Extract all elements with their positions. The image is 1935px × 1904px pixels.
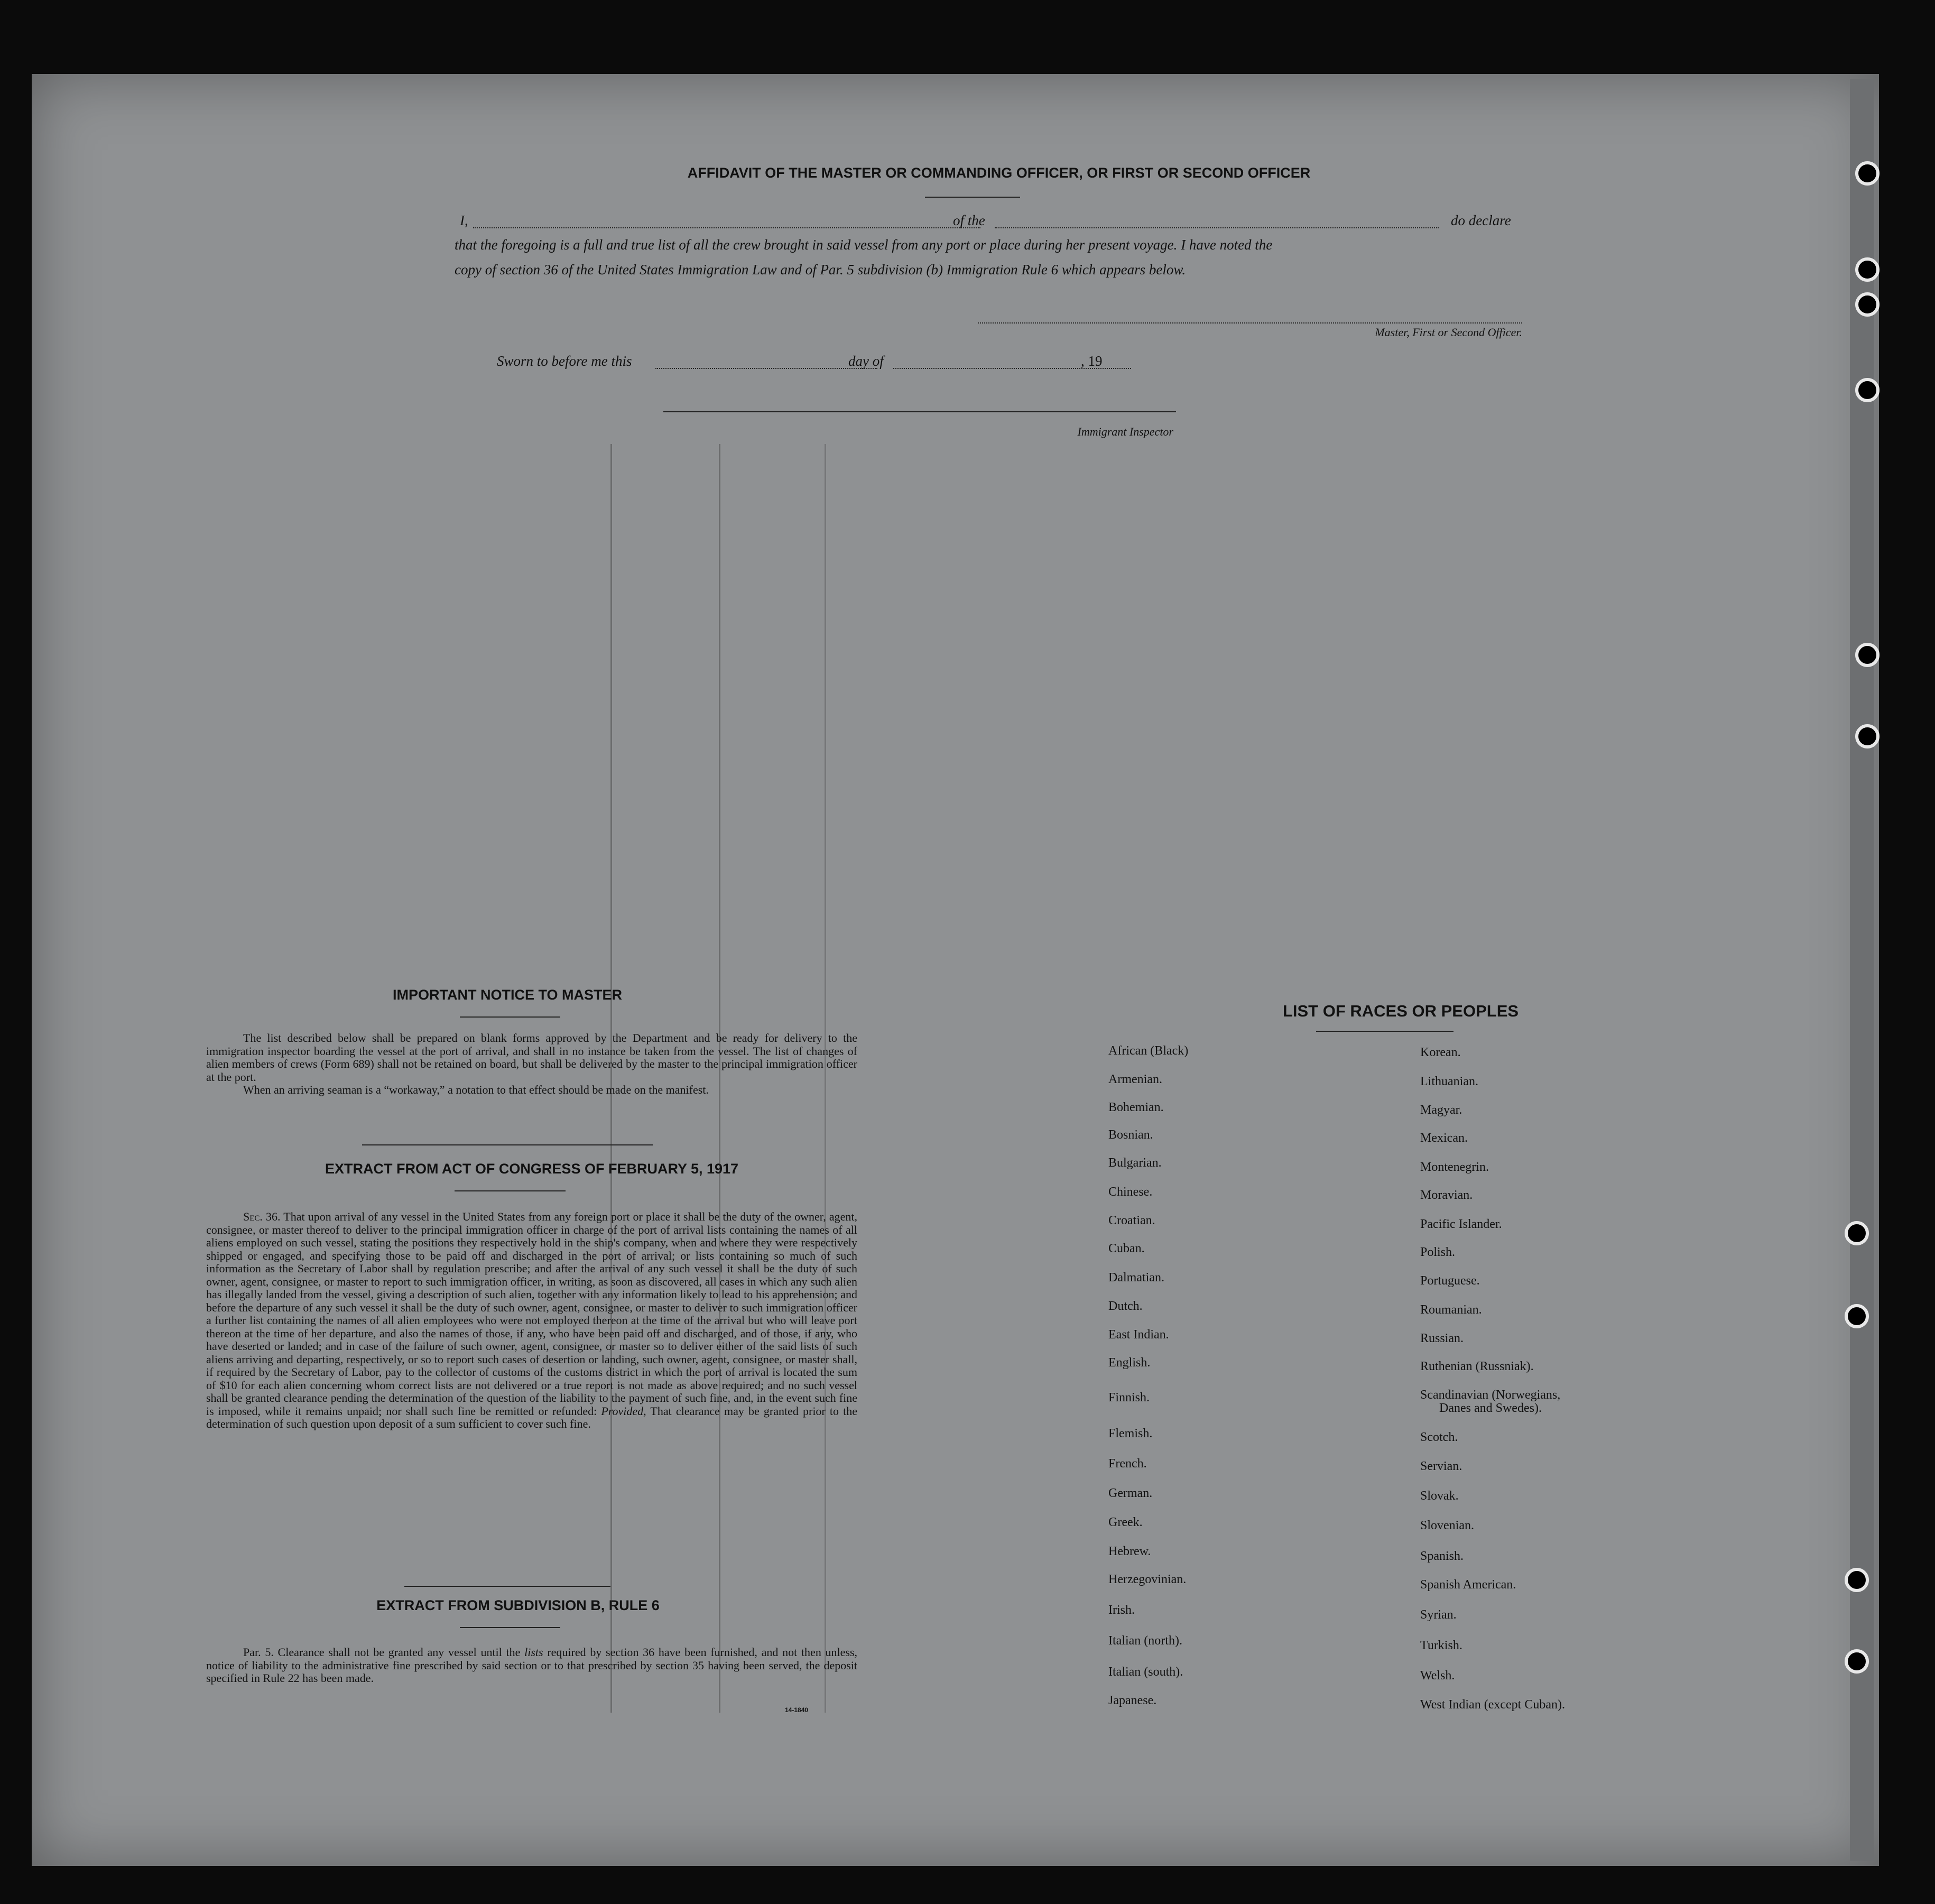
binder-hole-5 xyxy=(1855,643,1880,667)
bleed-column-line-1 xyxy=(610,444,612,1713)
notice-paragraph-1: The list described below shall be prepared on blank forms approved by the Department and be ready for delivery to the immigration inspector boarding the vessel at the port of arrival, and shall in no instance be taken from the vessel. The list of changes of alien members of crews (Form 689) shall not be retained on board, but shall be delivered by the master to the principal immigration officer at the port. xyxy=(206,1031,857,1084)
bleed-column-line-3 xyxy=(825,444,826,1713)
manifest-page xyxy=(32,74,1879,1866)
affidavit-title: AFFIDAVIT OF THE MASTER OR COMMANDING OFFICER, OR FIRST OR SECOND OFFICER xyxy=(687,165,1311,181)
page-edge xyxy=(1850,79,1874,1861)
rule-title: EXTRACT FROM SUBDIVISION B, RULE 6 xyxy=(376,1597,660,1613)
race-left-18: Herzegovinian. xyxy=(1108,1573,1187,1586)
race-right-7: Polish. xyxy=(1420,1245,1456,1259)
act-text xyxy=(206,1210,857,1431)
race-right-11: Ruthenian (Russniak). xyxy=(1420,1360,1534,1373)
act-title-rule xyxy=(455,1190,566,1191)
races-title: LIST OF RACES OR PEOPLES xyxy=(1282,1002,1519,1020)
sworn-day-line xyxy=(655,368,877,369)
act-provided-label: Provided, xyxy=(601,1404,646,1418)
act-body-end: That clearance may be granted prior to the determination of such question upon deposit of a sum sufficient to cover such fine. xyxy=(206,1404,857,1430)
race-right-23: West Indian (except Cuban). xyxy=(1420,1698,1565,1712)
inspector-label: Immigrant Inspector xyxy=(1077,425,1173,438)
notice-title: IMPORTANT NOTICE TO MASTER xyxy=(393,987,622,1003)
rule-title-rule xyxy=(460,1627,560,1628)
binder-hole-2 xyxy=(1855,257,1880,282)
races-title-rule xyxy=(1316,1031,1453,1032)
rule-body-a: Par. 5. Clearance shall not be granted any vessel until the xyxy=(243,1646,521,1659)
race-left-14: French. xyxy=(1108,1457,1147,1471)
binder-hole-3 xyxy=(1855,292,1880,317)
race-right-2: Magyar. xyxy=(1420,1103,1462,1117)
binder-hole-7 xyxy=(1845,1221,1869,1245)
rule-lists-word: lists xyxy=(524,1646,543,1659)
race-left-1: Armenian. xyxy=(1108,1073,1162,1086)
affidavit-declare-label: do declare xyxy=(1451,212,1511,228)
race-right-1: Lithuanian. xyxy=(1420,1075,1478,1088)
affidavit-line-3: copy of section 36 of the United States Immigration Law and of Par. 5 subdivision (b) Immigration Rule 6 which appears below. xyxy=(455,262,1186,278)
race-left-13: Flemish. xyxy=(1108,1427,1153,1440)
race-left-0: African (Black) xyxy=(1108,1044,1189,1058)
race-right-20: Syrian. xyxy=(1420,1608,1457,1622)
race-right-14: Scotch. xyxy=(1420,1430,1458,1444)
race-left-21: Italian (south). xyxy=(1108,1665,1183,1679)
inspector-signature-line xyxy=(663,411,1176,412)
year-label: , 19 xyxy=(1081,353,1103,369)
affidavit-name-line xyxy=(473,227,980,228)
race-left-4: Bulgarian. xyxy=(1108,1156,1162,1170)
race-right-16: Slovak. xyxy=(1420,1489,1459,1503)
race-right-13: Danes and Swedes). xyxy=(1439,1401,1542,1415)
race-right-21: Turkish. xyxy=(1420,1639,1462,1652)
race-right-5: Moravian. xyxy=(1420,1188,1473,1202)
race-right-19: Spanish American. xyxy=(1420,1578,1516,1592)
race-right-22: Welsh. xyxy=(1420,1669,1455,1683)
race-left-22: Japanese. xyxy=(1108,1694,1157,1707)
rule-text xyxy=(206,1646,857,1685)
bleed-column-line-2 xyxy=(719,444,720,1713)
act-section-label: Sec. 36. xyxy=(243,1210,281,1223)
affidavit-vessel-line xyxy=(995,227,1439,228)
race-left-15: German. xyxy=(1108,1486,1153,1500)
day-of-label: day of xyxy=(848,353,884,369)
race-right-8: Portuguese. xyxy=(1420,1274,1480,1288)
race-left-20: Italian (north). xyxy=(1108,1634,1182,1648)
notice-divider xyxy=(362,1144,653,1145)
affidavit-title-rule xyxy=(925,197,1020,198)
race-left-16: Greek. xyxy=(1108,1515,1143,1529)
binder-hole-6 xyxy=(1855,724,1880,748)
race-right-15: Servian. xyxy=(1420,1459,1462,1473)
binder-hole-8 xyxy=(1845,1304,1869,1328)
race-left-19: Irish. xyxy=(1108,1603,1135,1617)
race-left-5: Chinese. xyxy=(1108,1185,1153,1199)
race-left-10: East Indian. xyxy=(1108,1328,1169,1342)
race-right-0: Korean. xyxy=(1420,1046,1461,1059)
sworn-label: Sworn to before me this xyxy=(497,353,632,369)
master-signature-line xyxy=(978,322,1522,324)
race-right-3: Mexican. xyxy=(1420,1131,1468,1145)
act-body: That upon arrival of any vessel in the United States from any foreign port or place it shall be the duty of the owner, agent, consignee, or master thereof to deliver to the principal immigration officer in charge of the port of arrival lists containing the names of all aliens employed on such vessel, stating the positions they respectively hold in the ship's company, when and where they were respectively shipped or engaged, and specifying those to be paid off and discharged in the port of arrival; or lists containing so much of such information as the Secretary of Labor shall by regulation prescribe; and after the arrival of any such vessel it shall be the duty of such owner, agent, consignee, or master to report to such immigration officer, in writing, as soon as discovered, all cases in which any such alien has illegally landed from the vessel, giving a description of such alien, together with any information likely to lead to his apprehension; and before the departure of any such vessel it shall be the duty of such owner, agent, consignee, or master to deliver to such immigration officer a further list containing the names of all alien employees who were not employed thereon at the time of the arrival but who will leave port thereon at the time of her departure, and also the names of those, if any, who have been paid off and discharged, and of those, if any, who have deserted or landed; and in case of the failure of such owner, agent, consignee, or master so to deliver either of the said lists of such aliens arriving and departing, respectively, or so to report such cases of desertion or landing, such owner, agent, consignee, or master shall, if required by the Secretary of Labor, pay to the collector of customs of the customs district in which the port of arrival is located the sum of $10 for each alien concerning whom correct lists are not delivered or a true report is not made as above required; and no such vessel shall be granted clearance pending the determination of the question of the liability to the payment of such fine, and, in the event such fine is imposed, while it remains unpaid; nor shall such fine be remitted or refunded: xyxy=(206,1210,857,1418)
race-right-18: Spanish. xyxy=(1420,1549,1464,1563)
form-number: 14-1840 xyxy=(785,1706,809,1714)
race-right-9: Roumanian. xyxy=(1420,1303,1482,1317)
race-left-3: Bosnian. xyxy=(1108,1128,1153,1142)
race-left-2: Bohemian. xyxy=(1108,1101,1164,1114)
affidavit-i-label: I, xyxy=(460,212,468,228)
race-left-8: Dalmatian. xyxy=(1108,1271,1164,1284)
race-right-10: Russian. xyxy=(1420,1332,1464,1345)
race-left-6: Croatian. xyxy=(1108,1214,1155,1227)
notice-paragraph-2: When an arriving seaman is a “workaway,” a notation to that effect should be made on the manifest. xyxy=(243,1083,709,1096)
race-right-12: Scandinavian (Norwegians, xyxy=(1420,1388,1561,1402)
binder-hole-10 xyxy=(1845,1649,1869,1674)
notice-title-rule xyxy=(460,1016,560,1018)
notice-text xyxy=(206,1032,857,1097)
affidavit-of-the-label: of the xyxy=(953,212,985,228)
binder-hole-9 xyxy=(1845,1568,1869,1592)
affidavit-line-2: that the foregoing is a full and true list of all the crew brought in said vessel from any port or place during her present voyage. I have noted the xyxy=(455,237,1273,253)
race-left-12: Finnish. xyxy=(1108,1391,1150,1404)
race-left-17: Hebrew. xyxy=(1108,1545,1151,1558)
race-left-9: Dutch. xyxy=(1108,1299,1143,1313)
act-divider xyxy=(404,1586,610,1587)
race-left-7: Cuban. xyxy=(1108,1242,1145,1255)
act-title: EXTRACT FROM ACT OF CONGRESS OF FEBRUARY 5, 1917 xyxy=(325,1161,739,1177)
race-right-17: Slovenian. xyxy=(1420,1519,1474,1532)
race-right-6: Pacific Islander. xyxy=(1420,1217,1502,1231)
binder-hole-4 xyxy=(1855,378,1880,402)
rule-body-b: required by section 36 have been furnished, and not then unless, notice of liability to the administrative fine prescribed by said section or to that prescribed by section 35 having been served, the deposit specified in Rule 22 has been made. xyxy=(206,1646,858,1685)
binder-hole-1 xyxy=(1855,161,1880,186)
master-signature-label: Master, First or Second Officer. xyxy=(1375,326,1522,339)
race-left-11: English. xyxy=(1108,1356,1151,1370)
race-right-4: Montenegrin. xyxy=(1420,1160,1489,1174)
